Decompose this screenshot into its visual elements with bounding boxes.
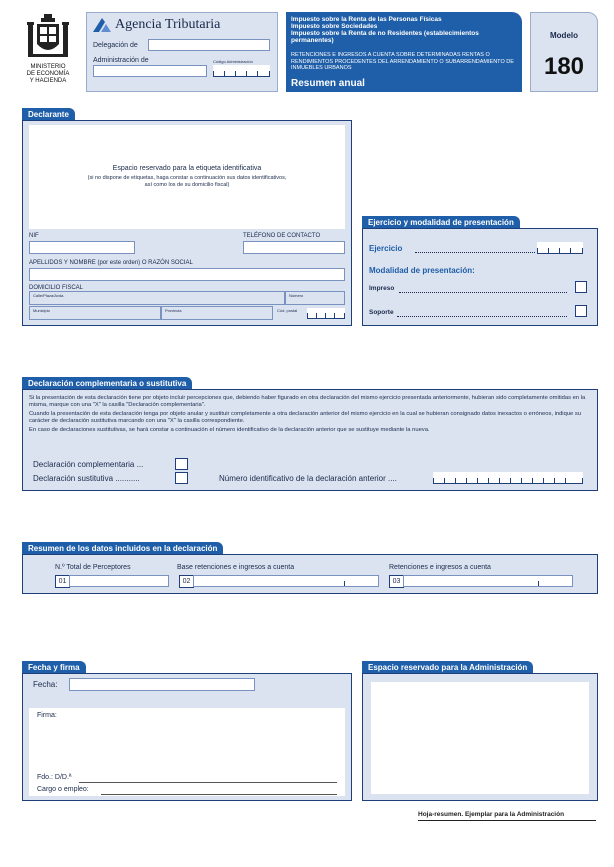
municipio-field[interactable] bbox=[29, 306, 161, 320]
base-label: Base retenciones e ingresos a cuenta bbox=[177, 564, 295, 571]
numero-anterior-label: Número identificativo de la declaración anterior .... bbox=[219, 474, 397, 483]
fdo-line[interactable] bbox=[79, 782, 337, 783]
reserved-title: Espacio reservado para la etiqueta identificativa bbox=[112, 165, 262, 172]
calle-label: Calle/Plaza/Avda. bbox=[33, 293, 65, 298]
title-line: Impuesto sobre la Renta de las Personas Físicas bbox=[291, 16, 442, 23]
sustitutiva-checkbox[interactable] bbox=[175, 472, 188, 484]
declarante-panel bbox=[22, 120, 352, 326]
nif-field[interactable] bbox=[29, 241, 135, 254]
complementaria-text: Si la presentación de esta declaración tiene por objeto incluir percepciones que, debiendo haber figurado en otra declaración del mismo ejercicio presentada anteriormente, hubieran sido completamente omitidas en la misma, marque con una "X" la casilla "Declaración complementaria". bbox=[29, 395, 586, 408]
resumen-panel bbox=[22, 554, 598, 594]
agency-box bbox=[86, 12, 278, 92]
fecha-field[interactable] bbox=[69, 678, 255, 691]
agency-name: Agencia Tributaria bbox=[115, 17, 221, 32]
fecha-label: Fecha: bbox=[33, 680, 58, 689]
numero-text: En caso de declaraciones sustitutivas, se hará constar a continuación el número identificativo de la declaración anterior que se sustituye mediante la nueva. bbox=[29, 427, 430, 433]
subtitle: RETENCIONES E INGRESOS A CUENTA SOBRE DETERMINADAS RENTAS O RENDIMIENTOS PROCEDENTES DEL ARRENDAMIENTO O SUBARRENDAMIENTO DE INMUEBLES URBANOS bbox=[291, 52, 514, 71]
modalidad-label: Modalidad de presentación: bbox=[369, 266, 475, 275]
cod-postal-field[interactable] bbox=[307, 308, 345, 319]
delegacion-label: Delegación de bbox=[93, 42, 138, 49]
reserved-note: así como los de su domicilio fiscal) bbox=[144, 182, 230, 188]
soporte-checkbox[interactable] bbox=[575, 305, 587, 317]
retenciones-label: Retenciones e ingresos a cuenta bbox=[389, 564, 491, 571]
complementaria-panel bbox=[22, 389, 598, 491]
ejercicio-panel bbox=[362, 228, 598, 326]
coat-of-arms-icon bbox=[26, 12, 70, 60]
complementaria-label: Declaración complementaria ... bbox=[33, 460, 144, 469]
ejercicio-tab: Ejercicio y modalidad de presentación bbox=[362, 216, 520, 229]
telefono-field[interactable] bbox=[243, 241, 345, 254]
complementaria-checkbox[interactable] bbox=[175, 458, 188, 470]
soporte-leader bbox=[397, 316, 567, 317]
codigo-admin-label: Código Administración bbox=[213, 59, 253, 64]
provincia-field[interactable] bbox=[161, 306, 273, 320]
sustitutiva-label: Declaración sustitutiva ........... bbox=[33, 474, 140, 483]
declarante-tab: Declarante bbox=[22, 108, 75, 121]
footer-rule bbox=[418, 820, 596, 821]
municipio-label: Municipio bbox=[33, 308, 50, 313]
delegacion-field[interactable] bbox=[148, 39, 270, 51]
firma-panel bbox=[22, 673, 352, 801]
ministry-name: MINISTERIO DE ECONOMÍA Y HACIENDA bbox=[26, 64, 70, 84]
administracion-panel bbox=[362, 673, 598, 801]
numero-label: Número bbox=[289, 293, 304, 298]
perceptores-label: N.º Total de Perceptores bbox=[55, 564, 131, 571]
domicilio-label: DOMICILIO FISCAL bbox=[29, 285, 84, 291]
firma-label: Firma: bbox=[37, 712, 57, 719]
perceptores-field[interactable] bbox=[69, 575, 169, 587]
administracion-label: Administración de bbox=[93, 57, 149, 64]
complementaria-tab: Declaración complementaria o sustitutiva bbox=[22, 377, 192, 390]
firma-area[interactable] bbox=[29, 708, 345, 796]
calle-field[interactable] bbox=[29, 291, 285, 305]
code-01: 01 bbox=[55, 575, 70, 588]
ministry-logo bbox=[22, 12, 70, 92]
cargo-line[interactable] bbox=[101, 794, 337, 795]
administracion-field[interactable] bbox=[93, 65, 207, 77]
numero-anterior-field[interactable] bbox=[433, 472, 583, 484]
code-03: 03 bbox=[389, 575, 404, 588]
footer-note: Hoja-resumen. Ejemplar para la Administración bbox=[418, 811, 565, 818]
firma-tab: Fecha y firma bbox=[22, 661, 86, 674]
fdo-label: Fdo.: D/D.ª bbox=[37, 774, 72, 781]
soporte-label: Soporte bbox=[369, 309, 394, 316]
impreso-label: Impreso bbox=[369, 285, 395, 292]
title-box bbox=[286, 12, 522, 92]
codigo-admin-field[interactable] bbox=[213, 65, 270, 77]
ejercicio-leader bbox=[415, 252, 535, 253]
telefono-label: TELÉFONO DE CONTACTO bbox=[243, 233, 321, 239]
base-field[interactable] bbox=[193, 575, 379, 587]
impreso-leader bbox=[399, 292, 567, 293]
modelo-number: 180 bbox=[543, 53, 585, 80]
agency-logo-icon bbox=[91, 16, 113, 34]
ejercicio-label: Ejercicio bbox=[369, 244, 403, 253]
nif-label: NIF bbox=[29, 233, 39, 239]
administracion-tab: Espacio reservado para la Administración bbox=[362, 661, 533, 674]
reserved-note: (si no dispone de etiquetas, haga constar a continuación sus datos identificativos, bbox=[87, 175, 287, 181]
retenciones-field[interactable] bbox=[403, 575, 573, 587]
resumen-tab: Resumen de los datos incluidos en la declaración bbox=[22, 542, 223, 555]
label-reserved-area bbox=[29, 125, 345, 229]
modelo-label: Modelo bbox=[550, 31, 578, 40]
apellidos-label: APELLIDOS Y NOMBRE (por este orden) O RAZÓN SOCIAL bbox=[29, 260, 193, 266]
administracion-reserved-area bbox=[371, 682, 589, 794]
provincia-label: Provincia bbox=[165, 308, 182, 313]
cargo-label: Cargo o empleo: bbox=[37, 786, 89, 793]
apellidos-field[interactable] bbox=[29, 268, 345, 281]
impreso-checkbox[interactable] bbox=[575, 281, 587, 293]
numero-field[interactable] bbox=[285, 291, 345, 305]
ejercicio-field[interactable] bbox=[537, 242, 583, 254]
modelo-box bbox=[530, 12, 598, 92]
code-02: 02 bbox=[179, 575, 194, 588]
sustitutiva-text: Cuando la presentación de esta declaración tenga por objeto anular y sustituir completamente a otra declaración anterior del mismo ejercicio en la cual se hubieran consignado datos inexactos o erróneos, indique su carácter de declaración sustitutiva marcando con una "X" la casilla correspondiente. bbox=[29, 411, 582, 424]
title-line: Impuesto sobre Sociedades bbox=[291, 23, 378, 30]
cod-postal-label: Cód. postal bbox=[277, 308, 298, 313]
resumen-anual: Resumen anual bbox=[291, 78, 365, 89]
title-line: Impuesto sobre la Renta de no Residentes (establecimientos permanentes) bbox=[291, 30, 479, 44]
